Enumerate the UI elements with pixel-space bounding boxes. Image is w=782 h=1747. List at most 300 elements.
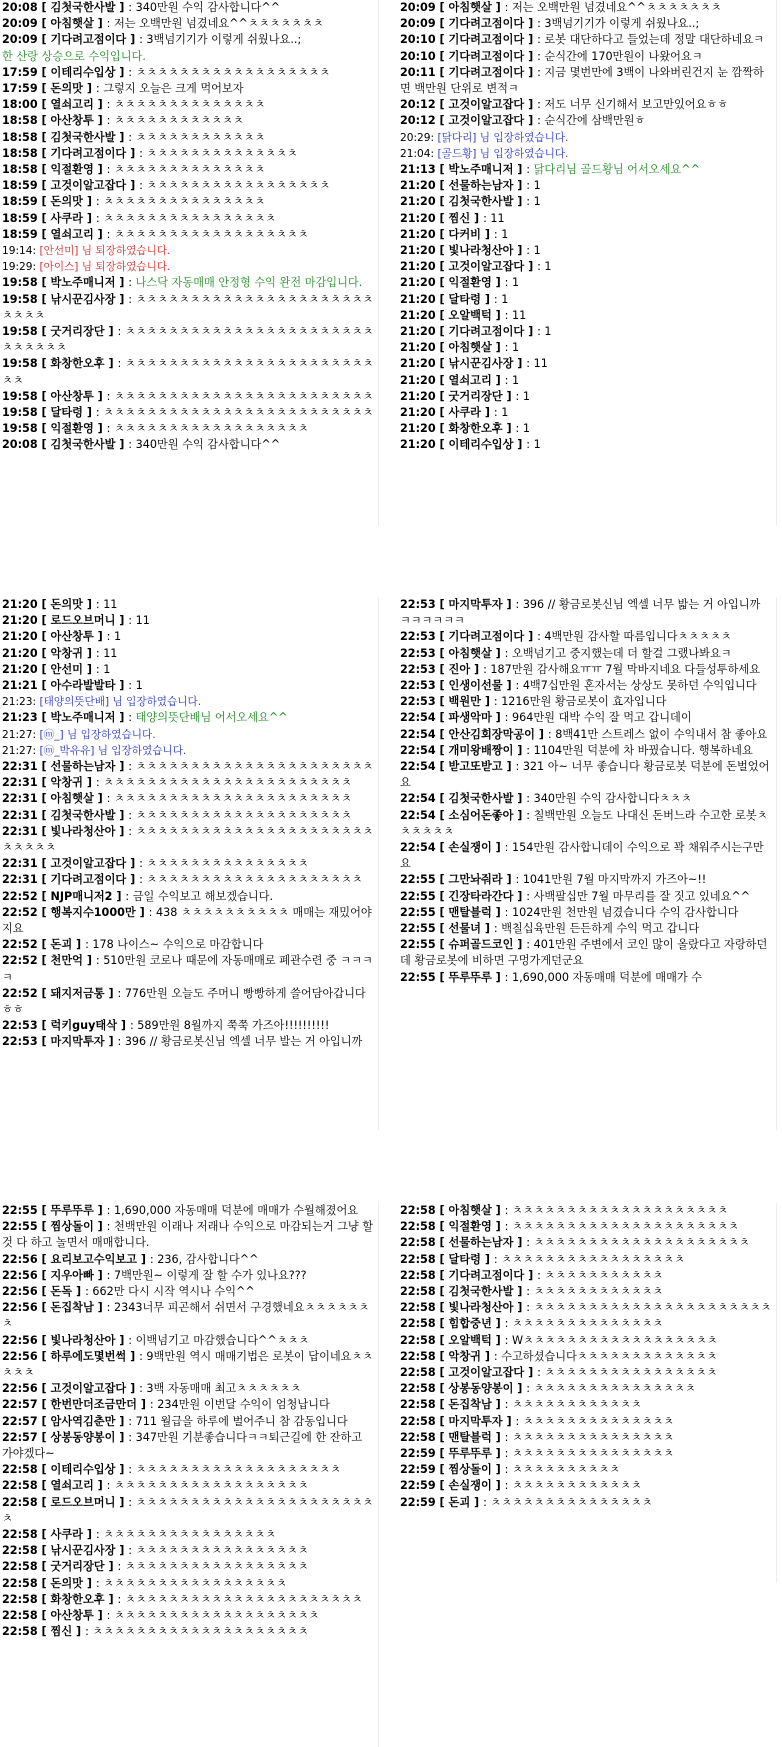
message-time: 22:31 xyxy=(2,824,38,838)
message-separator: : xyxy=(515,873,523,887)
nick-open-bracket: [ xyxy=(435,163,449,177)
message-text: 11 xyxy=(512,308,527,322)
message-separator: : xyxy=(537,114,545,128)
nick-open-bracket: [ xyxy=(435,1204,449,1217)
message-time: 22:53 xyxy=(2,1035,38,1049)
message-separator: : xyxy=(128,130,136,144)
nick-open-bracket: [ xyxy=(435,1398,449,1412)
nick-close-bracket: ] xyxy=(117,1019,130,1033)
message-time: 22:55 xyxy=(400,905,436,919)
message-separator: : xyxy=(504,1447,512,1461)
chat-message xyxy=(0,1397,378,1413)
nick-close-bracket: ] xyxy=(115,1,129,14)
message-nickname: 오알백턱 xyxy=(448,308,492,322)
nick-close-bracket: ] xyxy=(93,114,107,128)
chat-message xyxy=(0,1018,378,1034)
message-time: 22:58 xyxy=(2,1479,38,1493)
message-separator: : xyxy=(526,938,534,952)
chat-message xyxy=(0,130,378,146)
chat-message xyxy=(0,905,378,937)
nick-open-bracket: [ xyxy=(37,646,51,660)
chat-message xyxy=(0,389,378,405)
nick-open-bracket: [ xyxy=(37,1592,51,1606)
message-time: 22:58 xyxy=(400,1285,436,1299)
message-text: 321 아~ 너무 좋습니다 황금로봇 덕분에 돈벌었어요 xyxy=(400,760,770,790)
nick-close-bracket: ] xyxy=(104,1560,118,1574)
nick-open-bracket: [ xyxy=(37,776,51,790)
nick-close-bracket: ] xyxy=(93,163,107,177)
message-time: 22:52 xyxy=(2,889,38,903)
message-nickname: 백원만 xyxy=(448,695,481,709)
message-nickname: 김첫국한사발 xyxy=(448,1285,514,1299)
message-time: 18:58 xyxy=(2,163,38,177)
message-nickname: 고것이알고잡다 xyxy=(448,260,525,274)
chat-message xyxy=(0,16,378,32)
nick-open-bracket: [ xyxy=(435,244,449,258)
chat-message xyxy=(398,211,776,227)
message-nickname: 럭키guy태삭 xyxy=(50,1019,118,1033)
message-time: 20:09 xyxy=(400,17,436,31)
nick-open-bracket: [ xyxy=(435,17,449,31)
nick-open-bracket: [ xyxy=(435,195,449,209)
message-time: 22:52 xyxy=(2,954,38,968)
nick-close-bracket: ] xyxy=(491,1479,505,1493)
nick-open-bracket: [ xyxy=(37,954,51,968)
message-time: 22:58 xyxy=(2,1544,38,1558)
nick-close-bracket: ] xyxy=(491,1398,505,1412)
message-text: 칠백만원 오늘도 나대신 돈버느라 수고한 로봇ㅊㅊㅊㅊㅊㅊ xyxy=(400,808,768,838)
message-time: 20:09 xyxy=(2,33,38,47)
message-text: ㅊㅊㅊㅊㅊㅊㅊㅊㅊㅊㅊㅊㅊㅊ xyxy=(114,98,266,112)
message-text: 964만원 대박 수익 잘 먹고 갑니데이 xyxy=(512,711,692,725)
message-separator: : xyxy=(526,438,534,452)
message-nickname: 아침햇살 xyxy=(448,1204,492,1217)
message-nickname: 굿거리장단 xyxy=(448,389,503,403)
message-nickname: 고것이알고잡다 xyxy=(448,114,525,128)
message-time: 19:58 xyxy=(2,276,38,290)
message-separator: : xyxy=(526,195,534,209)
nick-close-bracket: ] xyxy=(104,986,118,1000)
message-separator: : xyxy=(117,325,125,339)
message-separator: : xyxy=(504,1204,512,1217)
message-nickname: 낚시꾼김사장 xyxy=(448,357,514,371)
nick-close-bracket: ] xyxy=(137,1398,150,1412)
chat-log-panel-3 xyxy=(0,597,379,1130)
message-nickname: 손실쟁이 xyxy=(448,841,492,855)
message-time: 22:54 xyxy=(400,743,436,757)
message-text: ㅊㅊㅊㅊㅊㅊㅊㅊㅊㅊㅊㅊㅊㅊㅊㅊㅊㅊㅊㅊㅊ xyxy=(512,1220,739,1234)
message-nickname: 다커비 xyxy=(448,227,481,241)
message-separator: : xyxy=(106,1204,114,1217)
message-nickname: 개미왕배짱이 xyxy=(448,743,514,757)
chat-message xyxy=(0,211,378,227)
message-text: 662만 다시 시작 역시나 수익^^ xyxy=(92,1285,255,1299)
message-separator: : xyxy=(504,341,512,355)
message-separator: : xyxy=(526,1382,534,1396)
nick-open-bracket: [ xyxy=(37,711,51,725)
message-separator: : xyxy=(526,1285,534,1299)
chat-message xyxy=(398,405,776,421)
message-separator: : xyxy=(128,1495,136,1509)
message-time: 22:53 xyxy=(400,695,436,709)
message-text: 사백팔십만 7월 마무리를 잘 짓고 있네요^^ xyxy=(533,889,751,903)
message-time: 22:58 xyxy=(400,1268,436,1282)
message-nickname: 진아 xyxy=(448,662,471,676)
nick-open-bracket: [ xyxy=(37,1560,51,1574)
nick-close-bracket: ] xyxy=(502,1414,516,1428)
message-separator: : xyxy=(106,17,114,31)
nick-close-bracket: ] xyxy=(82,195,96,209)
message-time: 19:58 xyxy=(2,325,38,339)
message-nickname: 김첫국한사발 xyxy=(50,808,116,822)
message-separator: : xyxy=(139,857,147,871)
message-nickname: 마지막투자 xyxy=(448,598,503,611)
nick-close-bracket: ] xyxy=(513,163,527,177)
message-nickname: 열쇠고리 xyxy=(50,98,94,112)
nick-open-bracket: [ xyxy=(37,357,51,371)
message-time: 21:20 xyxy=(400,276,436,290)
message-separator: : xyxy=(493,1252,502,1266)
message-text: ㅊㅊㅊㅊㅊㅊㅊㅊㅊㅊㅊㅊㅊㅊㅊㅊㅊ xyxy=(103,1576,287,1590)
message-separator: : xyxy=(106,1268,114,1282)
message-nickname: 굿거리장단 xyxy=(50,1560,105,1574)
message-time: 22:58 xyxy=(400,1252,436,1266)
chat-message xyxy=(398,889,776,905)
message-text: ㅊㅊㅊㅊㅊㅊㅊㅊㅊㅊㅊㅊㅊㅊㅊㅊㅊㅊㅊㅊㅊㅊㅊㅊㅊ xyxy=(103,406,374,420)
nick-open-bracket: [ xyxy=(37,406,51,420)
message-separator: : xyxy=(515,422,523,436)
message-separator: : xyxy=(128,808,136,822)
message-separator: : xyxy=(106,422,114,436)
chat-message xyxy=(0,1252,378,1268)
nick-close-bracket: ] xyxy=(115,1544,129,1558)
message-nickname: 선물하는남자 xyxy=(448,179,514,193)
chat-message xyxy=(398,1316,776,1332)
nick-close-bracket: ] xyxy=(480,292,494,306)
chat-message xyxy=(0,759,378,775)
message-text: 11 xyxy=(490,211,505,225)
message-text: ㅊㅊㅊㅊㅊㅊㅊㅊㅊㅊㅊㅊㅊㅊㅊㅊㅊㅊㅊㅊ xyxy=(135,808,352,822)
nick-open-bracket: [ xyxy=(37,938,51,952)
nick-open-bracket: [ xyxy=(435,98,449,112)
message-text: 로봇 대단하다고 들었는데 정말 대단하네요ㅋ xyxy=(544,33,764,47)
nick-close-bracket: ] xyxy=(513,808,527,822)
message-time: 22:31 xyxy=(2,808,38,822)
message-time: 22:31 xyxy=(2,857,38,871)
nick-close-bracket: ] xyxy=(115,438,129,452)
message-separator: : xyxy=(526,1301,534,1315)
nick-open-bracket: [ xyxy=(435,1382,449,1396)
nick-open-bracket: [ xyxy=(435,662,449,676)
message-nickname: 고것이알고잡다 xyxy=(448,1366,525,1380)
message-text: ㅊㅊㅊㅊㅊㅊㅊㅊㅊㅊㅊ xyxy=(544,1268,664,1282)
message-text: 1 xyxy=(103,662,111,676)
chat-message xyxy=(0,81,378,97)
message-time: 22:54 xyxy=(400,727,436,741)
message-separator: : xyxy=(504,1463,512,1477)
notice-time: 19:14 xyxy=(2,245,33,258)
chat-message xyxy=(0,356,378,388)
message-text: 1216만원 황금로봇이 효자입니다 xyxy=(501,695,667,709)
message-text: ㅊㅊㅊㅊㅊㅊㅊㅊㅊㅊㅊㅊ xyxy=(114,114,244,128)
message-time: 22:55 xyxy=(400,938,436,952)
system-enter-notice xyxy=(0,743,378,759)
message-text: 11 xyxy=(135,614,150,628)
chat-message xyxy=(0,953,378,985)
nick-open-bracket: [ xyxy=(435,630,449,644)
message-text: 1 xyxy=(544,260,552,274)
nick-close-bracket: ] xyxy=(93,422,107,436)
nick-open-bracket: [ xyxy=(435,276,449,290)
nick-open-bracket: [ xyxy=(37,65,51,79)
chat-message xyxy=(398,840,776,872)
chat-message xyxy=(398,791,776,807)
nick-open-bracket: [ xyxy=(37,1414,51,1428)
nick-close-bracket: ] xyxy=(82,1528,96,1542)
nick-close-bracket: ] xyxy=(82,776,96,790)
chat-message xyxy=(398,808,776,840)
message-separator: : xyxy=(128,760,136,774)
nick-open-bracket: [ xyxy=(37,17,51,31)
message-nickname: 긴장타라간다 xyxy=(448,889,514,903)
nick-close-bracket: ] xyxy=(524,630,538,644)
nick-open-bracket: [ xyxy=(37,1382,51,1396)
message-separator: : xyxy=(95,406,104,420)
message-separator: : xyxy=(106,630,114,644)
message-text: ㅊㅊㅊㅊㅊㅊㅊㅊㅊㅊ xyxy=(512,1463,621,1477)
message-text: 401만원 주변에서 코인 많이 올랐다고 자랑하던데 황금로봇에 비하면 구멍가게던군요 xyxy=(400,938,768,968)
nick-open-bracket: [ xyxy=(37,389,51,403)
chat-message xyxy=(0,113,378,129)
message-time: 20:12 xyxy=(400,114,436,128)
chat-message xyxy=(398,678,776,694)
message-separator: : xyxy=(128,679,136,693)
message-text: ㅊㅊㅊㅊㅊㅊㅊㅊㅊㅊㅊㅊㅊㅊㅊㅊ xyxy=(544,1366,718,1380)
nick-open-bracket: [ xyxy=(37,1528,51,1542)
message-nickname: 김첫국한사발 xyxy=(50,1,116,14)
chat-message xyxy=(0,824,378,856)
nick-open-bracket: [ xyxy=(37,1252,51,1266)
message-time: 22:55 xyxy=(400,922,436,936)
nick-open-bracket: [ xyxy=(37,1220,51,1234)
chat-message xyxy=(398,113,776,129)
nick-close-bracket: ] xyxy=(502,389,516,403)
message-separator: : xyxy=(504,373,512,387)
nick-open-bracket: [ xyxy=(37,146,51,160)
chat-message xyxy=(0,1300,378,1332)
nick-close-bracket: ] xyxy=(115,1414,129,1428)
nick-close-bracket: ] xyxy=(491,1220,505,1234)
message-text: ㅊㅊㅊㅊㅊㅊㅊㅊㅊㅊㅊㅊㅊㅊㅊㅊㅊㅊㅊㅊㅊㅊ xyxy=(533,1301,772,1315)
message-time: 21:13 xyxy=(400,163,436,177)
message-nickname: 악창귀 xyxy=(50,646,83,660)
system-enter-notice xyxy=(0,727,378,743)
nick-close-bracket: ] xyxy=(126,33,140,47)
message-nickname: 선물하는남자 xyxy=(50,760,116,774)
nick-close-bracket: ] xyxy=(513,1236,527,1250)
message-text: 저도 너무 신기해서 보고만있어요ㅎㅎ xyxy=(544,98,729,112)
message-separator: : xyxy=(117,1592,125,1606)
chat-message xyxy=(398,32,776,48)
message-time: 22:31 xyxy=(2,873,38,887)
nick-open-bracket: [ xyxy=(37,1495,51,1509)
nick-close-bracket: ] xyxy=(535,727,548,741)
chat-message xyxy=(398,308,776,324)
nick-close-bracket: ] xyxy=(93,792,107,806)
chat-message xyxy=(0,1284,378,1300)
chat-message xyxy=(0,1349,378,1381)
message-nickname: 파생악마 xyxy=(448,711,492,725)
message-separator: : xyxy=(95,211,104,225)
message-nickname: 아침햇살 xyxy=(448,341,492,355)
message-time: 21:20 xyxy=(400,325,436,339)
message-nickname: 기다려고점이다 xyxy=(448,630,525,644)
message-nickname: 돈의맛 xyxy=(50,82,83,96)
message-text: ㅊㅊㅊㅊㅊㅊㅊㅊㅊㅊㅊㅊㅊㅊㅊㅊㅊㅊㅊㅊㅊㅊ xyxy=(124,1592,363,1606)
nick-close-bracket: ] xyxy=(491,1463,505,1477)
message-nickname: 이테리수입상 xyxy=(50,1463,116,1477)
message-time: 21:21 xyxy=(2,679,38,693)
nick-open-bracket: [ xyxy=(435,260,449,274)
message-nickname: 그만놔줘라 xyxy=(448,873,503,887)
message-text: ㅊㅊㅊㅊㅊㅊㅊㅊㅊㅊㅊㅊㅊㅊㅊㅊㅊㅊㅊㅊ xyxy=(92,1625,309,1639)
message-nickname: 익절환영 xyxy=(448,276,492,290)
chat-message xyxy=(0,808,378,824)
nick-open-bracket: [ xyxy=(37,422,51,436)
message-text: 1 xyxy=(533,244,541,258)
nick-close-bracket: ] xyxy=(502,679,516,693)
message-separator: : xyxy=(483,662,491,676)
chat-message xyxy=(398,727,776,743)
message-time: 22:58 xyxy=(400,1236,436,1250)
message-text: ㅊㅊㅊㅊㅊㅊㅊㅊㅊㅊㅊㅊㅊㅊㅊㅊ xyxy=(103,1528,277,1542)
message-nickname: 슈퍼골드코인 xyxy=(448,938,514,952)
message-nickname: 고것이알고잡다 xyxy=(448,98,525,112)
message-text: 1 xyxy=(114,630,122,644)
message-time: 21:20 xyxy=(400,357,436,371)
message-separator: : xyxy=(504,841,512,855)
message-text: Wㅊㅊㅊㅊㅊㅊㅊㅊㅊㅊㅊㅊㅊㅊㅊㅊㅊㅊ xyxy=(512,1333,718,1347)
nick-open-bracket: [ xyxy=(37,1398,51,1412)
message-time: 18:59 xyxy=(2,179,38,193)
message-text: 1024만원 천만원 넘겼습니다 수익 감사합니다 xyxy=(512,905,739,919)
nick-close-bracket: ] xyxy=(115,1333,129,1347)
chat-message xyxy=(0,646,378,662)
message-separator: : xyxy=(128,1463,136,1477)
chat-message xyxy=(398,1397,776,1413)
message-text: 7백만원~ 이렇게 잘 할 수가 있나요??? xyxy=(114,1268,307,1282)
message-separator: : xyxy=(95,776,104,790)
message-nickname: 소심어돈좋아 xyxy=(448,808,514,822)
nick-open-bracket: [ xyxy=(435,211,449,225)
message-text: 776만원 오늘도 주머니 빵빵하게 쓸어담아갑니다ㅎㅎ xyxy=(2,986,366,1017)
message-time: 22:53 xyxy=(2,1019,38,1033)
message-text: ㅊㅊㅊㅊㅊㅊㅊㅊㅊㅊㅊㅊㅊㅊㅊ xyxy=(512,1447,675,1461)
notice-text: [ⓜ_] 님 입장하였습니다. xyxy=(39,728,156,741)
message-separator: : xyxy=(106,163,114,177)
nick-close-bracket: ] xyxy=(82,211,96,225)
message-separator: : xyxy=(128,438,136,452)
chat-message xyxy=(398,389,776,405)
message-nickname: 아침햇살 xyxy=(448,1,492,14)
message-separator: : xyxy=(526,179,534,193)
message-text: ㅊㅊㅊㅊㅊㅊㅊㅊㅊㅊㅊㅊㅊㅊㅊㅊ xyxy=(103,211,277,225)
message-separator: : xyxy=(139,1349,147,1363)
nick-close-bracket: ] xyxy=(491,905,505,919)
chat-message xyxy=(398,162,776,178)
message-time: 22:55 xyxy=(400,873,436,887)
message-time: 18:00 xyxy=(2,98,38,112)
message-time: 22:58 xyxy=(400,1301,436,1315)
chat-message xyxy=(398,275,776,291)
message-separator: : xyxy=(95,954,104,968)
message-time: 20:10 xyxy=(400,33,436,47)
message-nickname: 빛나라청산아 xyxy=(448,244,514,258)
chat-message xyxy=(398,743,776,759)
nick-open-bracket: [ xyxy=(435,49,449,63)
nick-close-bracket: ] xyxy=(491,711,505,725)
chat-log-panel-4 xyxy=(398,597,777,1130)
message-text: ㅊㅊㅊㅊㅊㅊㅊㅊㅊㅊㅊㅊㅊㅊ xyxy=(146,146,298,160)
chat-message xyxy=(398,194,776,210)
message-nickname: 이테리수입상 xyxy=(50,65,116,79)
nick-open-bracket: [ xyxy=(435,695,449,709)
notice-time: 21:27 xyxy=(2,728,33,741)
message-separator: : xyxy=(493,406,502,420)
chat-message xyxy=(398,970,776,986)
message-nickname: 돼지저금통 xyxy=(50,986,105,1000)
message-time: 22:58 xyxy=(400,1414,436,1428)
message-time: 20:11 xyxy=(400,65,436,79)
message-separator: : xyxy=(515,760,523,774)
chat-message xyxy=(0,1576,378,1592)
message-time: 22:56 xyxy=(2,1252,38,1266)
message-text: ㅊㅊㅊㅊㅊㅊㅊㅊㅊㅊㅊㅊㅊㅊㅊㅊㅊ xyxy=(124,1560,309,1574)
nick-close-bracket: ] xyxy=(112,889,126,903)
message-separator: : xyxy=(117,1035,125,1049)
message-nickname: 기다려고점이다 xyxy=(448,49,525,63)
chat-message xyxy=(0,1034,378,1050)
notice-separator: : xyxy=(32,261,40,274)
chat-message xyxy=(0,662,378,678)
nick-close-bracket: ] xyxy=(491,970,505,984)
message-text: 11 xyxy=(533,357,548,371)
nick-close-bracket: ] xyxy=(513,438,527,452)
message-separator: : xyxy=(504,308,512,322)
message-nickname: 아산창투 xyxy=(50,389,94,403)
message-text: ㅊㅊㅊㅊㅊㅊㅊㅊㅊㅊㅊㅊ xyxy=(512,1398,642,1412)
nick-close-bracket: ] xyxy=(524,98,538,112)
nick-open-bracket: [ xyxy=(37,1430,51,1444)
message-text: ㅊㅊㅊㅊㅊㅊㅊㅊㅊㅊㅊㅊㅊㅊㅊㅊㅊㅊㅊㅊㅊㅊ xyxy=(135,760,374,774)
message-text: 저는 오백만원 넘겼네요^^ㅊㅊㅊㅊㅊㅊㅊ xyxy=(512,1,722,14)
chat-log-panel-2 xyxy=(398,0,777,526)
nick-close-bracket: ] xyxy=(513,1285,527,1299)
message-nickname: 기다려고점이다 xyxy=(50,33,127,47)
message-text: 1 xyxy=(501,292,509,306)
message-separator: : xyxy=(537,630,545,644)
message-nickname: 돈괴 xyxy=(448,1495,471,1509)
message-nickname: 기다려고점이다 xyxy=(50,146,127,160)
chat-message xyxy=(398,292,776,308)
nick-close-bracket: ] xyxy=(82,598,96,611)
chat-message xyxy=(0,856,378,872)
message-nickname: 로드오브머니 xyxy=(50,1495,116,1509)
notice-text: [안선미] 님 퇴장하였습니다. xyxy=(39,245,171,258)
chat-message xyxy=(398,694,776,710)
nick-open-bracket: [ xyxy=(37,792,51,806)
message-text: 태양의뜻단배님 어서오세요^^ xyxy=(135,711,288,725)
